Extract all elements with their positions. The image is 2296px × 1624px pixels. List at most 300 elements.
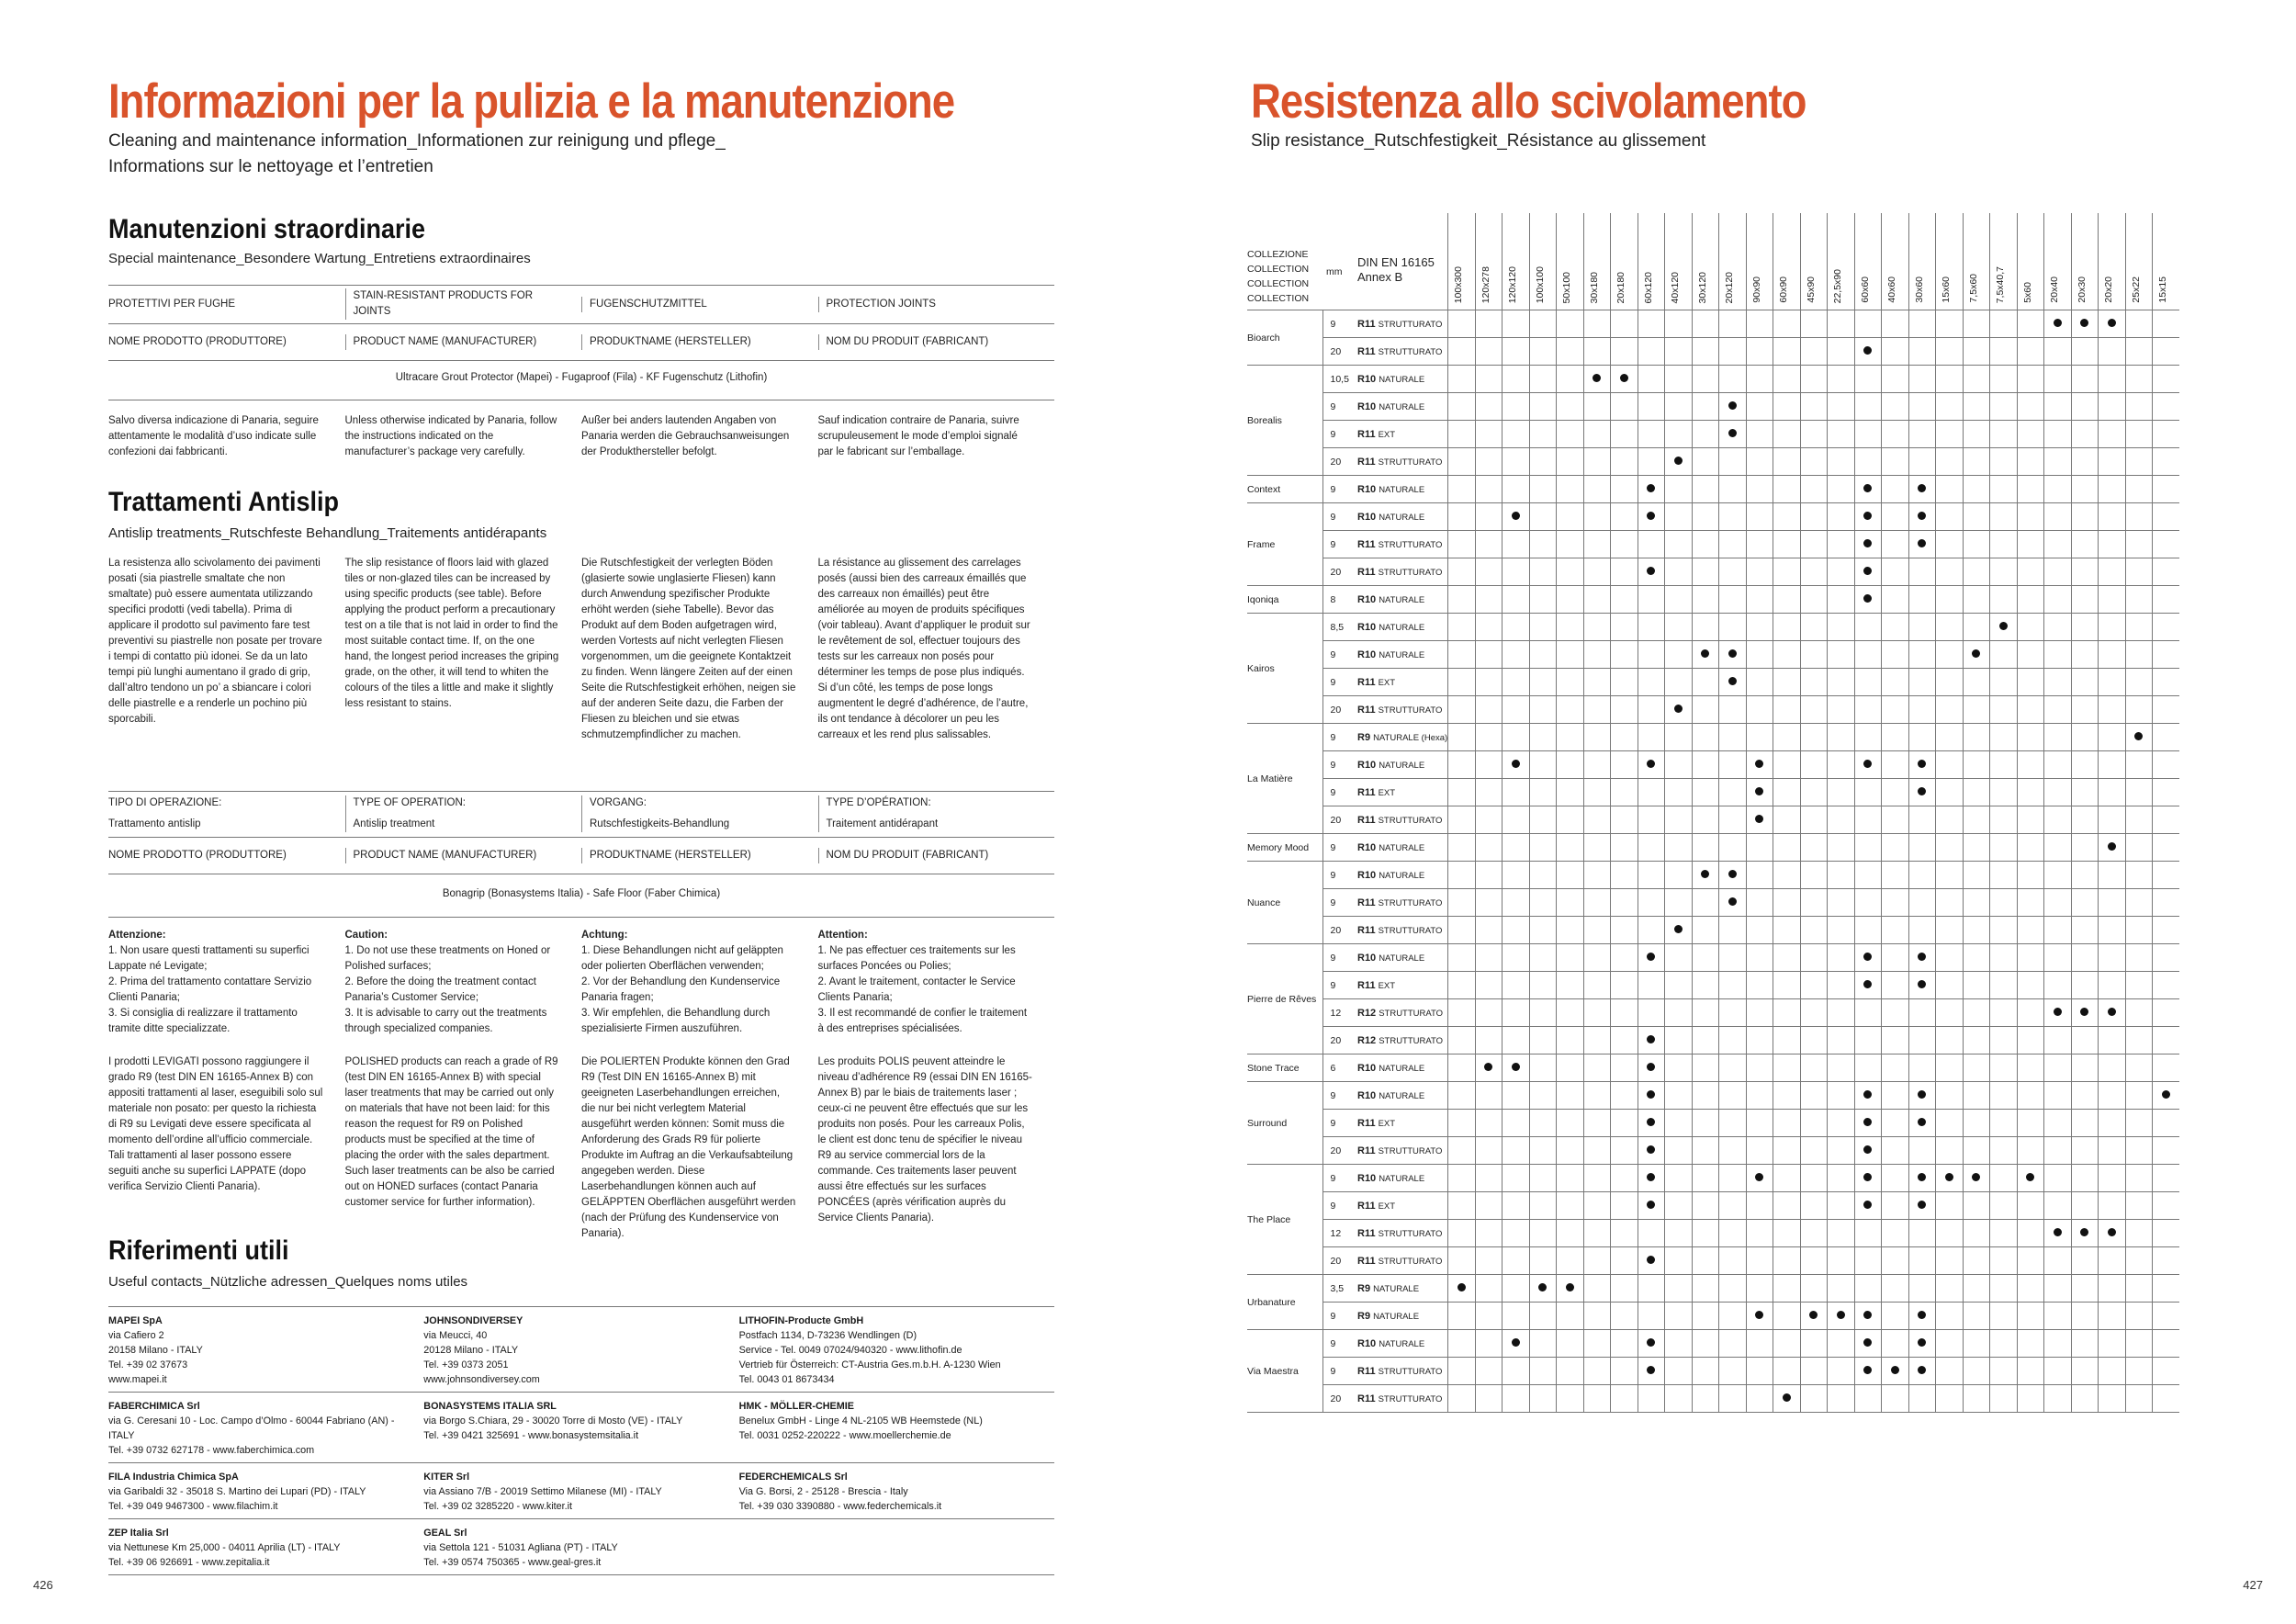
size-cell — [2099, 448, 2126, 476]
size-cell — [1908, 310, 1936, 338]
size-cell — [1583, 586, 1611, 614]
size-header — [1908, 213, 1936, 310]
available-dot-icon — [2134, 732, 2143, 740]
finish-label: STRUTTURATO — [1378, 925, 1443, 936]
available-dot-icon — [1918, 787, 1926, 795]
thickness-cell: 9 — [1322, 779, 1354, 806]
size-cell — [2099, 751, 2126, 779]
size-cell — [1557, 421, 1584, 448]
size-cell — [1529, 834, 1557, 862]
rating-cell — [1354, 558, 1448, 586]
collection-name: Surround — [1247, 1082, 1322, 1165]
size-cell — [1854, 806, 1882, 834]
size-cell — [1583, 1137, 1611, 1165]
size-cell — [2153, 503, 2180, 531]
size-cell — [2153, 1330, 2180, 1358]
size-cell — [2125, 1220, 2153, 1247]
available-dot-icon — [1999, 622, 2008, 630]
size-cell — [1638, 1054, 1665, 1082]
contact-detail: via Cafiero 2 — [108, 1330, 164, 1341]
size-cell — [1529, 669, 1557, 696]
size-cell — [1882, 669, 1909, 696]
size-cell — [2017, 1137, 2044, 1165]
size-cell — [2071, 338, 2099, 366]
size-cell — [1854, 862, 1882, 889]
size-cell — [1611, 1358, 1638, 1385]
size-cell — [2017, 476, 2044, 503]
size-cell — [1503, 366, 1530, 393]
size-cell — [1854, 503, 1882, 531]
size-cell — [1990, 448, 2018, 476]
size-cell — [2044, 889, 2072, 917]
size-cell — [1665, 889, 1693, 917]
size-cell — [2044, 834, 2072, 862]
size-cell — [1963, 421, 1990, 448]
size-cell — [2071, 614, 2099, 641]
size-cell — [1719, 1054, 1747, 1082]
size-cell — [1908, 1358, 1936, 1385]
size-header — [2017, 213, 2044, 310]
size-cell — [2125, 366, 2153, 393]
thickness-cell: 12 — [1322, 999, 1354, 1027]
size-cell — [1828, 1165, 1855, 1192]
contact-detail: Benelux GmbH - Linge 4 NL-2105 WB Heemstede (NL) — [738, 1415, 983, 1427]
size-cell — [2071, 889, 2099, 917]
contact-entry — [739, 1470, 1054, 1514]
contact-company-name: ZEP Italia Srl — [108, 1528, 169, 1539]
collection-name: Pierre de Rêves — [1247, 944, 1322, 1054]
contacts-table — [108, 1306, 1054, 1575]
rating-cell — [1354, 806, 1448, 834]
page-title: Informazioni per la pulizia e la manutenzione — [108, 74, 955, 129]
size-cell — [1719, 669, 1747, 696]
size-cell — [1773, 972, 1801, 999]
size-cell — [2071, 1385, 2099, 1413]
size-cell — [1611, 1192, 1638, 1220]
size-cell — [2071, 1054, 2099, 1082]
size-cell — [1936, 586, 1964, 614]
size-cell — [1583, 917, 1611, 944]
size-cell — [1611, 614, 1638, 641]
size-cell — [1665, 1054, 1693, 1082]
rating-class: R10 — [1357, 621, 1377, 633]
size-cell — [1908, 862, 1936, 889]
size-cell — [1611, 531, 1638, 558]
table-row — [1247, 641, 2179, 669]
size-cell — [1503, 641, 1530, 669]
contact-detail: 20128 Milano - ITALY — [423, 1345, 519, 1356]
size-cell — [1557, 448, 1584, 476]
size-header — [1936, 213, 1964, 310]
size-cell — [2125, 834, 2153, 862]
size-cell — [1557, 862, 1584, 889]
available-dot-icon — [2108, 1008, 2116, 1016]
available-dot-icon — [1918, 1366, 1926, 1374]
size-cell — [1882, 751, 1909, 779]
size-cell — [2071, 862, 2099, 889]
available-dot-icon — [1755, 815, 1763, 823]
size-cell — [1936, 834, 1964, 862]
size-cell — [1719, 1082, 1747, 1110]
size-cell — [2153, 338, 2180, 366]
size-cell — [1936, 1220, 1964, 1247]
size-header — [1828, 213, 1855, 310]
size-cell — [1908, 779, 1936, 806]
contact-company-name: FEDERCHEMICALS Srl — [738, 1472, 848, 1483]
size-cell — [2153, 448, 2180, 476]
available-dot-icon — [1809, 1311, 1818, 1319]
finish-label: STRUTTURATO — [1378, 319, 1443, 330]
size-cell — [1882, 779, 1909, 806]
contact-detail: via Settola 121 - 51031 Agliana (PT) - ITALY — [423, 1542, 618, 1553]
available-dot-icon — [1863, 760, 1872, 768]
row-cell: PROTECTION JOINTS — [818, 297, 1055, 312]
size-cell — [1503, 1303, 1530, 1330]
size-cell — [1448, 586, 1476, 614]
size-cell — [1557, 1165, 1584, 1192]
contact-company-name: LITHOFIN-Producte GmbH — [738, 1315, 864, 1326]
size-cell — [1692, 1054, 1719, 1082]
finish-label: STRUTTURATO — [1378, 1145, 1443, 1156]
size-cell — [2017, 779, 2044, 806]
size-cell — [1557, 393, 1584, 421]
size-cell — [1475, 972, 1503, 999]
size-cell — [1719, 310, 1747, 338]
row-cell: FUGENSCHUTZMITTEL — [581, 297, 818, 312]
size-cell — [1882, 476, 1909, 503]
size-cell — [1692, 586, 1719, 614]
rating-cell — [1354, 1247, 1448, 1275]
size-cell — [1611, 889, 1638, 917]
size-cell — [1529, 1247, 1557, 1275]
size-cell — [1800, 724, 1828, 751]
size-cell — [1773, 1054, 1801, 1082]
size-cell — [1719, 586, 1747, 614]
size-cell — [1475, 834, 1503, 862]
rating-cell — [1354, 1054, 1448, 1082]
thickness-cell: 9 — [1322, 1303, 1354, 1330]
size-cell — [1908, 1247, 1936, 1275]
size-cell — [1854, 531, 1882, 558]
size-cell — [1719, 503, 1747, 531]
available-dot-icon — [1674, 925, 1683, 933]
rating-class: R10 — [1357, 400, 1377, 412]
size-cell — [1557, 917, 1584, 944]
size-cell — [1773, 503, 1801, 531]
size-cell — [2071, 1110, 2099, 1137]
size-header — [1963, 213, 1990, 310]
size-cell — [1475, 1385, 1503, 1413]
size-cell — [1611, 421, 1638, 448]
finish-label: STRUTTURATO — [1378, 346, 1443, 357]
size-cell — [1773, 338, 1801, 366]
size-cell — [1746, 1110, 1773, 1137]
size-cell — [1583, 972, 1611, 999]
size-cell — [2153, 669, 2180, 696]
available-dot-icon — [1647, 1118, 1655, 1126]
rating-cell — [1354, 476, 1448, 503]
size-cell — [1746, 889, 1773, 917]
size-cell — [1854, 779, 1882, 806]
size-cell — [1611, 448, 1638, 476]
size-cell — [1854, 1247, 1882, 1275]
size-cell — [1665, 531, 1693, 558]
size-label: 20x180 — [1615, 271, 1627, 303]
size-cell — [1854, 421, 1882, 448]
size-cell — [1828, 1137, 1855, 1165]
size-cell — [1990, 641, 2018, 669]
size-cell — [1828, 641, 1855, 669]
size-cell — [2099, 779, 2126, 806]
contact-detail: via Assiano 7/B - 20019 Settimo Milanese (MI) - ITALY — [423, 1486, 662, 1497]
size-cell — [1854, 834, 1882, 862]
size-cell — [1854, 999, 1882, 1027]
available-dot-icon — [1891, 1366, 1899, 1374]
size-header — [1583, 213, 1611, 310]
size-cell — [1719, 862, 1747, 889]
rating-cell — [1354, 448, 1448, 476]
rating-class: R11 — [1357, 456, 1376, 468]
table-row — [1247, 751, 2179, 779]
size-cell — [1746, 1247, 1773, 1275]
size-cell — [1557, 806, 1584, 834]
available-dot-icon — [2080, 319, 2088, 327]
size-cell — [2125, 944, 2153, 972]
size-cell — [1882, 999, 1909, 1027]
size-cell — [1692, 503, 1719, 531]
size-cell — [1557, 1192, 1584, 1220]
size-cell — [1638, 393, 1665, 421]
size-cell — [2071, 558, 2099, 586]
size-cell — [2153, 1358, 2180, 1385]
size-header — [2044, 213, 2072, 310]
available-dot-icon — [1458, 1283, 1466, 1291]
available-dot-icon — [1918, 512, 1926, 520]
size-cell — [1773, 1275, 1801, 1303]
rating-cell — [1354, 531, 1448, 558]
available-dot-icon — [1863, 1366, 1872, 1374]
page-title: Resistenza allo scivolamento — [1251, 74, 1806, 129]
collection-name: Memory Mood — [1247, 834, 1322, 862]
finish-label: STRUTTURATO — [1378, 1393, 1443, 1404]
size-cell — [1828, 669, 1855, 696]
finish-label: NATURALE — [1379, 953, 1425, 964]
size-cell — [1963, 1303, 1990, 1330]
size-cell — [1908, 834, 1936, 862]
size-cell — [2153, 1275, 2180, 1303]
size-cell — [1800, 1303, 1828, 1330]
row-cell: NOM DU PRODUIT (FABRICANT) — [818, 334, 1055, 350]
size-cell — [1963, 917, 1990, 944]
size-label: 5x60 — [2021, 282, 2033, 303]
available-dot-icon — [1918, 980, 1926, 988]
size-cell — [1990, 1054, 2018, 1082]
size-cell — [1800, 972, 1828, 999]
size-cell — [1773, 779, 1801, 806]
table-row — [1247, 862, 2179, 889]
contact-entry — [423, 1399, 738, 1458]
available-dot-icon — [1863, 1338, 1872, 1347]
size-cell — [1529, 1054, 1557, 1082]
size-cell — [1583, 531, 1611, 558]
size-cell — [1746, 614, 1773, 641]
size-cell — [1448, 1082, 1476, 1110]
size-label: 30x60 — [1913, 276, 1925, 303]
size-cell — [2099, 1247, 2126, 1275]
size-cell — [2017, 503, 2044, 531]
size-cell — [1692, 724, 1719, 751]
size-cell — [1963, 531, 1990, 558]
size-cell — [2044, 999, 2072, 1027]
size-cell — [1882, 393, 1909, 421]
size-cell — [1800, 476, 1828, 503]
size-cell — [1529, 779, 1557, 806]
size-cell — [1503, 503, 1530, 531]
available-dot-icon — [1647, 512, 1655, 520]
size-cell — [1990, 393, 2018, 421]
size-cell — [1503, 1054, 1530, 1082]
size-cell — [1611, 1275, 1638, 1303]
size-cell — [1746, 834, 1773, 862]
table-row — [1247, 1303, 2179, 1330]
size-cell — [2125, 889, 2153, 917]
rating-class: R11 — [1357, 979, 1376, 991]
rating-class: R11 — [1357, 566, 1376, 578]
collection-name: Frame — [1247, 503, 1322, 586]
size-cell — [1638, 448, 1665, 476]
size-cell — [1665, 779, 1693, 806]
size-cell — [1828, 696, 1855, 724]
section-title-maintenance: Manutenzioni straordinarie — [108, 214, 426, 244]
size-cell — [2099, 1385, 2126, 1413]
size-cell — [2153, 366, 2180, 393]
size-cell — [2125, 1247, 2153, 1275]
size-cell — [1448, 531, 1476, 558]
size-cell — [1557, 696, 1584, 724]
size-cell — [2153, 586, 2180, 614]
size-cell — [2017, 531, 2044, 558]
available-dot-icon — [1512, 1338, 1520, 1347]
contact-detail: Tel. +39 0421 325691 - www.bonasystemsitalia.it — [423, 1430, 639, 1441]
size-cell — [1475, 641, 1503, 669]
size-cell — [1828, 999, 1855, 1027]
size-cell — [1854, 338, 1882, 366]
size-cell — [1828, 531, 1855, 558]
size-cell — [1475, 366, 1503, 393]
available-dot-icon — [1863, 512, 1872, 520]
size-cell — [1475, 1054, 1503, 1082]
size-cell — [1503, 862, 1530, 889]
rating-class: R10 — [1357, 373, 1377, 385]
size-cell — [2044, 641, 2072, 669]
contact-entry — [423, 1470, 738, 1514]
size-header — [1800, 213, 1828, 310]
size-cell — [1908, 1054, 1936, 1082]
size-cell — [2071, 1220, 2099, 1247]
size-cell — [1828, 862, 1855, 889]
size-cell — [1990, 972, 2018, 999]
finish-label: STRUTTURATO — [1378, 1256, 1443, 1267]
size-cell — [2099, 1165, 2126, 1192]
size-cell — [1692, 1330, 1719, 1358]
thickness-cell: 9 — [1322, 531, 1354, 558]
size-cell — [1800, 751, 1828, 779]
size-cell — [1800, 999, 1828, 1027]
size-cell — [1557, 669, 1584, 696]
size-cell — [1719, 641, 1747, 669]
size-cell — [1475, 448, 1503, 476]
thickness-cell: 9 — [1322, 641, 1354, 669]
size-cell — [1448, 1192, 1476, 1220]
row-cell: PRODUKTNAME (HERSTELLER) — [581, 848, 818, 863]
size-cell — [2071, 751, 2099, 779]
size-cell — [1692, 806, 1719, 834]
thickness-cell: 9 — [1322, 1192, 1354, 1220]
size-cell — [2044, 1330, 2072, 1358]
contact-detail: www.johnsondiversey.com — [423, 1374, 540, 1385]
size-cell — [2125, 310, 2153, 338]
size-cell — [1773, 917, 1801, 944]
finish-label: STRUTTURATO — [1378, 815, 1443, 826]
rating-cell — [1354, 1220, 1448, 1247]
size-cell — [1908, 1137, 1936, 1165]
available-dot-icon — [1620, 374, 1628, 382]
rating-class: R11 — [1357, 428, 1376, 440]
size-label: 90x90 — [1750, 276, 1762, 303]
rating-cell — [1354, 1275, 1448, 1303]
size-cell — [1475, 1027, 1503, 1054]
size-cell — [1990, 917, 2018, 944]
mm-header: mm — [1322, 213, 1354, 310]
rating-class: R11 — [1357, 897, 1376, 908]
available-dot-icon — [1728, 870, 1737, 878]
size-cell — [1665, 1303, 1693, 1330]
size-cell — [2044, 586, 2072, 614]
size-cell — [1557, 1275, 1584, 1303]
size-cell — [1583, 1275, 1611, 1303]
size-cell — [1773, 1082, 1801, 1110]
size-cell — [1800, 917, 1828, 944]
size-cell — [2153, 889, 2180, 917]
rating-class: R10 — [1357, 1089, 1377, 1101]
size-cell — [1773, 751, 1801, 779]
size-cell — [2153, 1082, 2180, 1110]
size-cell — [1692, 1082, 1719, 1110]
size-label: 120x278 — [1480, 265, 1491, 303]
finish-label: NATURALE — [1379, 401, 1425, 412]
finish-label: EXT — [1378, 1118, 1396, 1129]
size-cell — [1990, 1082, 2018, 1110]
size-cell — [1529, 889, 1557, 917]
size-cell — [1557, 834, 1584, 862]
size-cell — [1800, 1054, 1828, 1082]
contact-detail: Tel. +39 0373 2051 — [423, 1359, 509, 1370]
size-cell — [1503, 972, 1530, 999]
size-cell — [2125, 751, 2153, 779]
size-cell — [1963, 889, 1990, 917]
contact-entry — [423, 1526, 738, 1570]
size-cell — [1963, 310, 1990, 338]
size-cell — [1692, 669, 1719, 696]
size-cell — [1448, 338, 1476, 366]
thickness-cell: 9 — [1322, 834, 1354, 862]
size-cell — [1557, 724, 1584, 751]
thickness-cell: 20 — [1322, 1385, 1354, 1413]
size-cell — [1936, 999, 1964, 1027]
size-cell — [1936, 669, 1964, 696]
size-cell — [1503, 751, 1530, 779]
size-cell — [1503, 1137, 1530, 1165]
